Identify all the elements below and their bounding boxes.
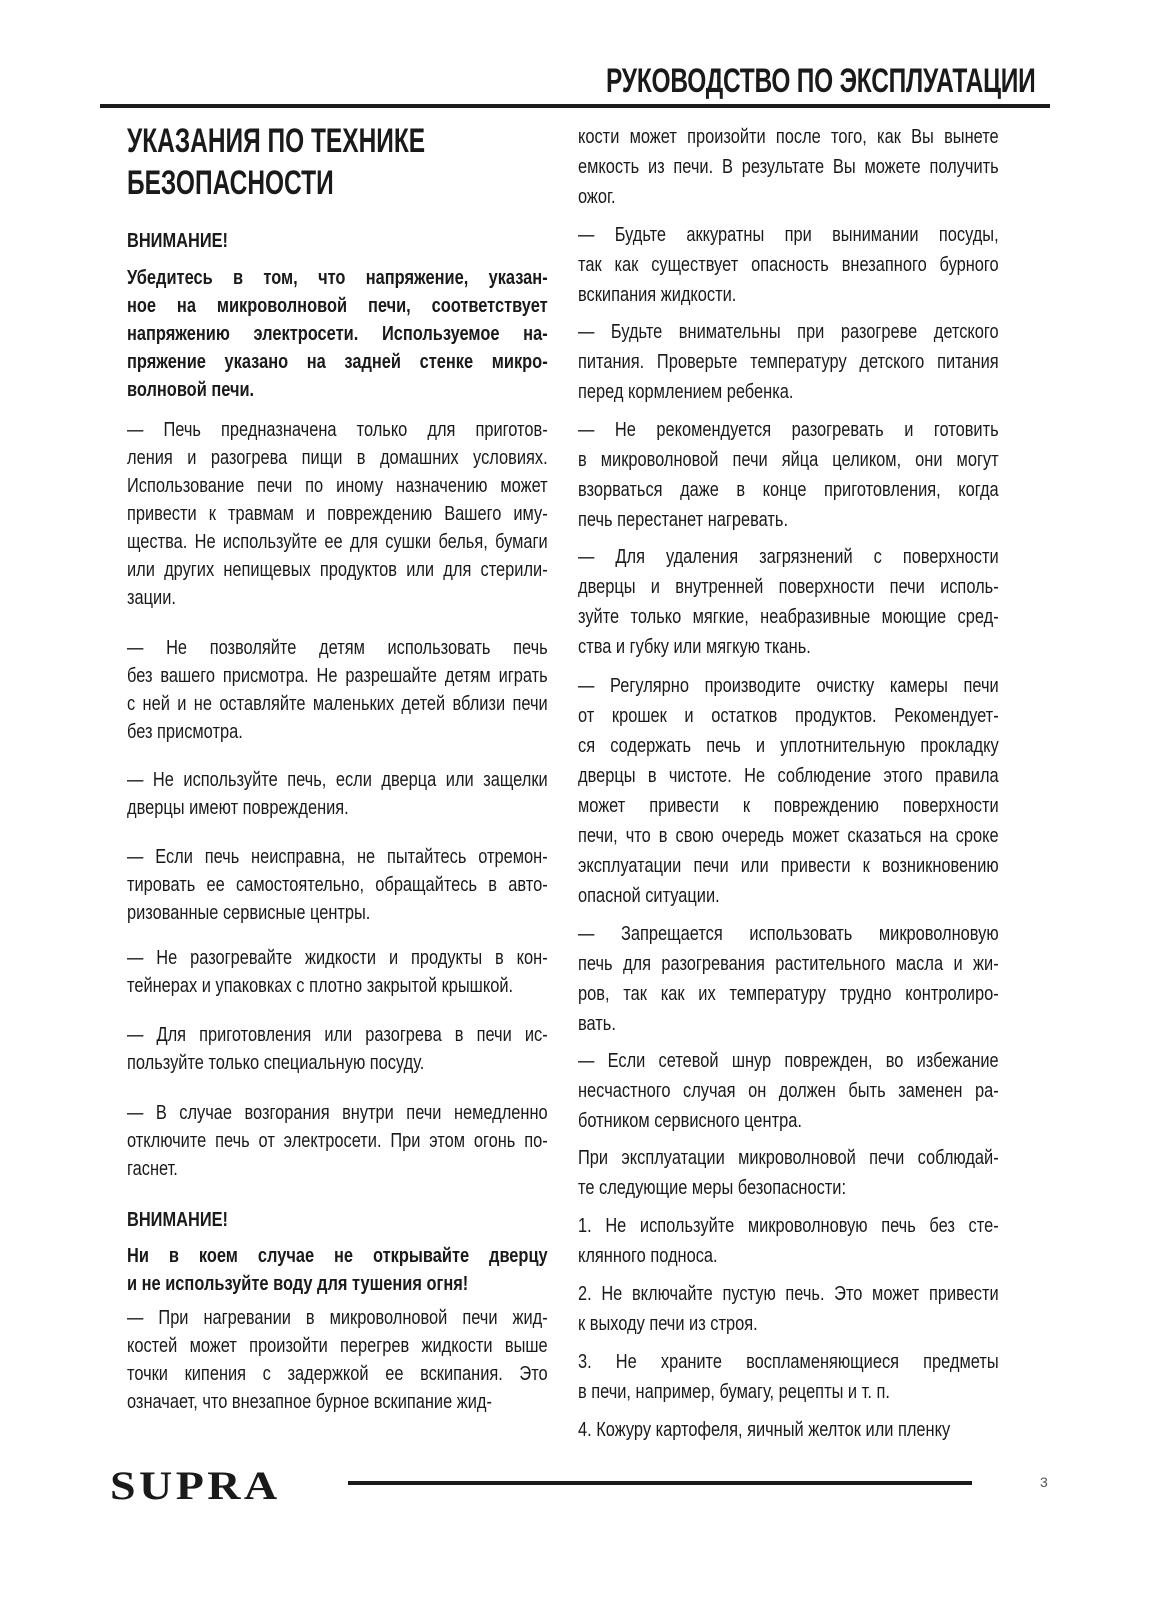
text-line: ВНИМАНИЕ! — [127, 1209, 229, 1231]
text-line: в микроволновой печи яйца целиком, они могут — [578, 449, 999, 471]
text-line: ботником сервисного центра. — [578, 1110, 802, 1132]
text-line: При эксплуатации микроволновой печи соблюдай- — [578, 1147, 999, 1169]
text-line: Использование печи по иному назначению может — [127, 475, 548, 497]
header-rule — [100, 104, 1050, 108]
text-line: от крошек и остатков продуктов. Рекомендует- — [578, 705, 999, 727]
text-line: — Будьте внимательны при разогреве детского — [578, 321, 999, 343]
text-line: ВНИМАНИЕ! — [127, 230, 229, 252]
text-line: привести к травмам и повреждению Вашего иму- — [127, 503, 548, 525]
text-line: отключите печь от электросети. При этом огонь по- — [127, 1130, 548, 1152]
text-line: 3. Не храните воспламеняющиеся предметы — [578, 1351, 999, 1373]
text-line: тейнерах и упаковках с плотно закрытой крышкой. — [127, 975, 514, 997]
text-line: волновой печи. — [127, 379, 255, 401]
text-line: — При нагревании в микроволновой печи жид- — [127, 1307, 548, 1329]
text-line: напряжению электросети. Используемое на- — [127, 323, 548, 345]
paragraph-p2 — [127, 634, 548, 746]
text-line: означает, что внезапное бурное вскипание жид- — [127, 1391, 492, 1413]
text-line: взорваться даже в конце приготовления, когда — [578, 479, 999, 501]
text-line: перед кормлением ребенка. — [578, 381, 794, 403]
attention-label — [127, 227, 548, 255]
text-line: печи, что в свою очередь может сказаться на сроке — [578, 825, 999, 847]
text-line: ризованные сервисные центры. — [127, 902, 371, 924]
text-line: те следующие меры безопасности: — [578, 1177, 847, 1199]
text-line: ства и губку или мягкую ткань. — [578, 636, 811, 658]
text-line: и не используйте воду для тушения огня! — [127, 1273, 469, 1295]
text-line: Убедитесь в том, что напряжение, указан- — [127, 267, 548, 289]
text-line: ожог. — [578, 186, 616, 208]
text-line: без присмотра. — [127, 721, 243, 743]
text-line: — Не разогревайте жидкости и продукты в кон- — [127, 947, 548, 969]
text-line: опасной ситуации. — [578, 885, 720, 907]
text-line: питания. Проверьте температуру детского питания — [578, 351, 999, 373]
text-line: зуйте только мягкие, неабразивные моющие сред- — [578, 606, 999, 628]
document-header-title: РУКОВОДСТВО ПО ЭКСПЛУАТАЦИИ — [605, 62, 1035, 100]
text-line: дверцы в чистоте. Не соблюдение этого правила — [578, 765, 999, 787]
text-line: печь перестанет нагревать. — [578, 509, 788, 531]
text-line: несчастного случая он должен быть заменен ра- — [578, 1080, 999, 1102]
text-line: костей может произойти перегрев жидкости выше — [127, 1335, 548, 1357]
paragraph-r10 — [578, 1211, 999, 1271]
text-line: — В случае возгорания внутри печи немедленно — [127, 1102, 548, 1124]
text-line: пряжение указано на задней стенке микро- — [127, 351, 548, 373]
paragraph-r3 — [578, 317, 999, 407]
text-line: гаснет. — [127, 1158, 178, 1180]
paragraph-r4 — [578, 415, 999, 535]
attention-label — [127, 1206, 548, 1234]
text-line: ся содержать печь и уплотнительную прокладку — [578, 735, 999, 757]
text-line: — Печь предназначена только для приготов- — [127, 419, 548, 441]
text-line: пользуйте только специальную посуду. — [127, 1052, 425, 1074]
text-line: тировать ее самостоятельно, обращайтесь в авто- — [127, 874, 548, 896]
paragraph-voltage-warning — [127, 264, 548, 404]
text-line: — Регулярно производите очистку камеры печи — [578, 675, 999, 697]
text-line: УКАЗАНИЯ ПО ТЕХНИКЕ — [127, 122, 426, 160]
page-number: 3 — [1040, 1474, 1048, 1490]
paragraph-p7 — [127, 1099, 548, 1183]
text-line: 4. Кожуру картофеля, яичный желток или пленку — [578, 1419, 951, 1441]
paragraph-p8 — [127, 1304, 548, 1416]
text-line: кости может произойти после того, как Вы вынете — [578, 126, 999, 148]
paragraph-r1 — [578, 122, 999, 212]
supra-logo: SUPRA — [110, 1463, 281, 1508]
text-line: без вашего присмотра. Не разрешайте детям играть — [127, 665, 548, 687]
text-line: — Если сетевой шнур поврежден, во избежание — [578, 1050, 999, 1072]
text-line: точки кипения с задержкой ее вскипания. Это — [127, 1363, 548, 1385]
paragraph-r5 — [578, 542, 999, 662]
text-line: Ни в коем случае не открывайте дверцу — [127, 1245, 548, 1267]
text-line: или других непищевых продуктов или для стерили- — [127, 559, 548, 581]
text-line: печь для разогревания растительного масла и жи- — [578, 953, 999, 975]
paragraph-fire-warning — [127, 1242, 548, 1298]
text-line: с ней и не оставляйте маленьких детей вблизи печи — [127, 693, 548, 715]
paragraph-r7 — [578, 919, 999, 1039]
text-line: эксплуатации печи или привести к возникновению — [578, 855, 999, 877]
text-line: — Если печь неисправна, не пытайтесь отремон- — [127, 846, 548, 868]
paragraph-p4 — [127, 843, 548, 927]
text-line: к выходу печи из строя. — [578, 1313, 758, 1335]
text-line: — Не позволяйте детям использовать печь — [127, 637, 548, 659]
text-line: — Будьте аккуратны при вынимании посуды, — [578, 224, 999, 246]
text-line: — Для приготовления или разогрева в печи ис- — [127, 1024, 548, 1046]
paragraph-p1 — [127, 416, 548, 612]
text-line: ное на микроволновой печи, соответствует — [127, 295, 548, 317]
text-line: зации. — [127, 587, 176, 609]
text-line: емкость из печи. В результате Вы можете получить — [578, 156, 999, 178]
text-line: — Для удаления загрязнений с поверхности — [578, 546, 999, 568]
paragraph-p3 — [127, 766, 548, 822]
text-line: — Запрещается использовать микроволновую — [578, 923, 999, 945]
paragraph-r8 — [578, 1046, 999, 1136]
text-line: вскипания жидкости. — [578, 284, 737, 306]
text-line: дверцы имеют повреждения. — [127, 797, 349, 819]
text-line: вать. — [578, 1013, 616, 1035]
text-line: 2. Не включайте пустую печь. Это может привести — [578, 1283, 999, 1305]
text-line: ров, так как их температуру трудно контролиро- — [578, 983, 999, 1005]
paragraph-r6 — [578, 671, 999, 911]
text-line: ления и разогрева пищи в домашних условиях. — [127, 447, 548, 469]
text-line: клянного подноса. — [578, 1245, 718, 1267]
section-heading — [127, 120, 548, 204]
text-line: может привести к повреждению поверхности — [578, 795, 999, 817]
text-line: так как существует опасность внезапного бурного — [578, 254, 999, 276]
paragraph-r11 — [578, 1279, 999, 1339]
footer-rule — [348, 1481, 972, 1485]
text-line: щества. Не используйте ее для сушки белья, бумаги — [127, 531, 548, 553]
paragraph-r13 — [578, 1415, 999, 1445]
text-line: в печи, например, бумагу, рецепты и т. п. — [578, 1381, 890, 1403]
text-line: — Не рекомендуется разогревать и готовить — [578, 419, 999, 441]
text-line: БЕЗОПАСНОСТИ — [127, 164, 334, 202]
paragraph-r9 — [578, 1143, 999, 1203]
paragraph-p5 — [127, 944, 548, 1000]
text-line: дверцы и внутренней поверхности печи исполь- — [578, 576, 999, 598]
paragraph-r2 — [578, 220, 999, 310]
text-line: 1. Не используйте микроволновую печь без сте- — [578, 1215, 999, 1237]
text-line: — Не используйте печь, если дверца или защелки — [127, 769, 548, 791]
paragraph-p6 — [127, 1021, 548, 1077]
paragraph-r12 — [578, 1347, 999, 1407]
